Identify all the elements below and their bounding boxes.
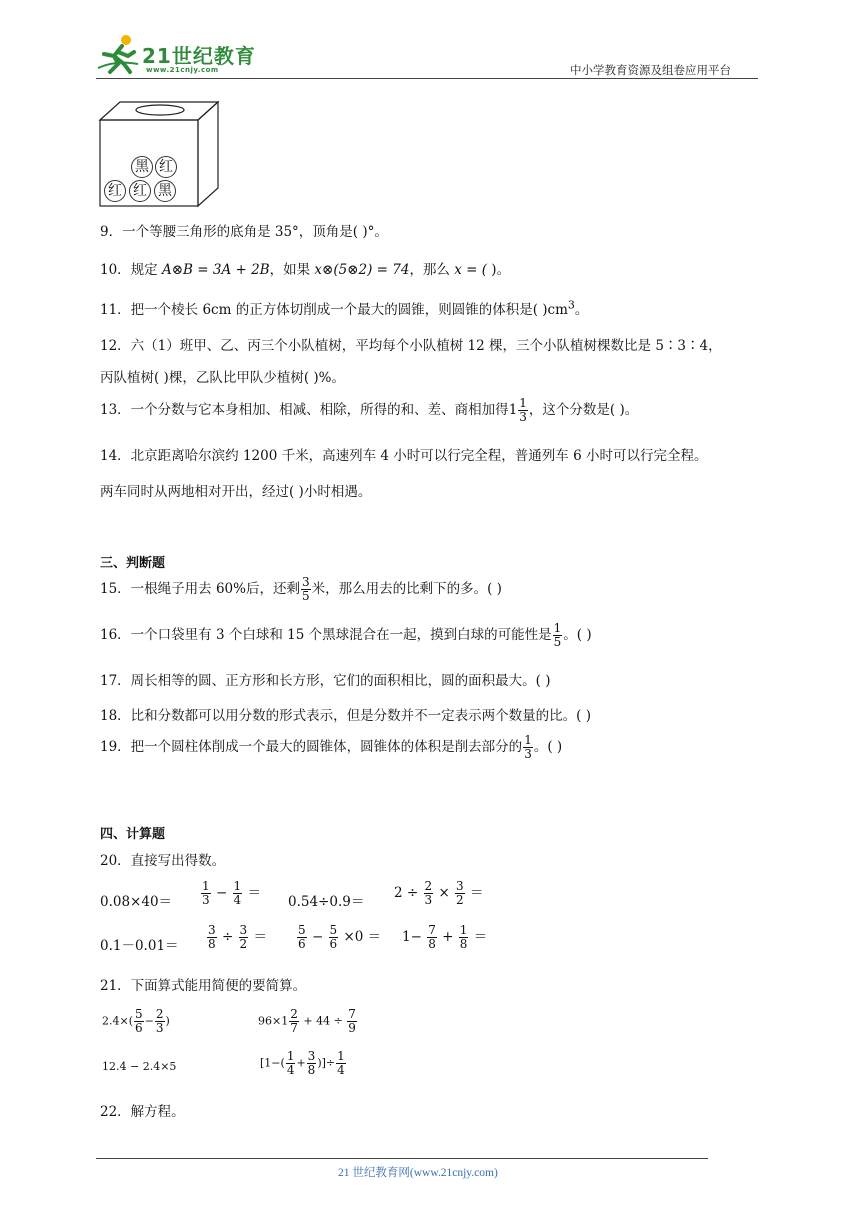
operator: +: [296, 1056, 306, 1070]
frac-den: 3: [155, 1021, 164, 1035]
expr-lead: [1−(: [260, 1056, 285, 1070]
ball-red-bottom-mid: 红: [129, 180, 151, 202]
expr-lead: 2.4×(: [102, 1014, 134, 1028]
frac-num: 7: [428, 923, 436, 937]
calc-20-6: [206, 924, 267, 951]
question-14-line1: 14．北京距离哈尔滨约 1200 千米，高速列车 4 小时可以行完全程，普通列车 6 小时可以行完全程。: [100, 448, 708, 464]
question-17: 17．周长相等的圆、正方形和长方形，它们的面积相比，圆的面积最大。( ): [100, 673, 551, 689]
frac-num: 3: [239, 923, 248, 937]
calc-21-3: 12.4 − 2.4×5: [102, 1060, 177, 1073]
q13-den: 3: [519, 410, 527, 424]
frac-num: 1: [459, 923, 468, 937]
q16-num: 1: [553, 621, 562, 635]
expr-lead: 2 ÷: [394, 885, 419, 901]
frac-num: 1: [202, 879, 210, 893]
q10-answer-blank: )。: [487, 262, 511, 278]
frac-den: 6: [135, 1021, 143, 1035]
frac-num: 1: [286, 1049, 295, 1063]
section-judgement-title: 三、判断题: [100, 556, 166, 571]
question-20: 20．直接写出得数。: [100, 853, 226, 869]
equals: ＝: [473, 929, 488, 945]
ball-red-top: 红: [155, 156, 177, 178]
question-13: [100, 397, 638, 424]
header-divider: [96, 78, 758, 79]
calc-21-1: [102, 1008, 170, 1035]
q11-unit-exp: 3: [567, 298, 575, 312]
frac-den: 2: [456, 893, 464, 907]
frac-den: 3: [202, 893, 210, 907]
frac-num: 5: [298, 923, 306, 937]
platform-name: 中小学教育资源及组卷应用平台: [570, 63, 731, 77]
footer-link[interactable]: 21 世纪教育网(www.21cnjy.com): [338, 1167, 498, 1179]
q13-mixed-number: [509, 397, 529, 424]
q13-suffix: ，这个分数是( )。: [528, 402, 639, 418]
frac-num: 1: [233, 879, 242, 893]
equals: ＝: [247, 885, 261, 901]
expr-tail: ): [165, 1014, 170, 1028]
question-14-line2: 两车同时从两地相对开出，经过( )小时相遇。: [100, 484, 372, 500]
operator: ÷: [221, 929, 234, 945]
frac-den: 4: [337, 1063, 345, 1077]
q19-suffix: 。( ): [533, 739, 563, 755]
operator: +: [442, 929, 454, 945]
section-calculation-title: 四、计算题: [100, 827, 166, 842]
q10-equation: x⊗(5⊗2) = 74: [314, 262, 410, 278]
runner-logo-icon: [96, 34, 140, 74]
logo-url: www.21cnjy.com: [146, 66, 219, 74]
frac-den: 3: [424, 893, 433, 907]
logo-title: 21世纪教育: [142, 44, 256, 68]
question-19: [100, 734, 562, 761]
q13-prefix: 13．一个分数与它本身相加、相减、相除，所得的和、差、商相加得: [100, 402, 509, 418]
q11-end: 。: [574, 302, 589, 318]
expr-lead: 1−: [402, 929, 422, 945]
frac-num: 2: [155, 1007, 164, 1021]
frac-num: 2: [290, 1007, 298, 1021]
equals: ＝: [469, 885, 484, 901]
q16-prefix: 16．一个口袋里有 3 个白球和 15 个黑球混合在一起，摸到白球的可能性是: [100, 627, 552, 643]
q19-den: 3: [524, 747, 532, 761]
ball-black-bottom-right: 黑: [154, 180, 176, 202]
q11-text: 11．把一个棱长 6cm 的正方体切削成一个最大的圆锥，则圆锥的体积是( ): [100, 302, 548, 318]
expr-mid: + 44 ÷: [303, 1014, 343, 1028]
q10-mid: ，如果: [269, 262, 315, 278]
q16-den: 5: [553, 635, 562, 649]
q15-num: 3: [301, 575, 310, 589]
frac-num: 2: [424, 879, 433, 893]
question-22: 22．解方程。: [100, 1104, 185, 1120]
frac-den: 8: [459, 937, 468, 951]
footer-divider: [96, 1158, 708, 1159]
frac-den: 9: [348, 1021, 356, 1035]
expr-tail: ×0 ＝: [343, 929, 382, 945]
q10-prefix: 10．规定: [100, 262, 162, 278]
frac-num: 5: [135, 1007, 143, 1021]
q16-suffix: 。( ): [563, 627, 592, 643]
question-15: [100, 576, 502, 603]
frac-den: 8: [428, 937, 436, 951]
q13-whole: 1: [508, 402, 518, 418]
operator: −: [144, 1014, 154, 1028]
frac-den: 8: [307, 1063, 316, 1077]
question-21: 21．下面算式能用简便的要简算。: [100, 978, 307, 994]
ball-red-bottom-left: 红: [104, 180, 126, 202]
frac-num: 7: [348, 1007, 356, 1021]
frac-den: 7: [290, 1021, 298, 1035]
calc-20-8: [402, 924, 487, 951]
frac-den: 2: [239, 937, 248, 951]
q11-unit: cm: [547, 302, 568, 318]
operator: −: [311, 929, 324, 945]
frac-num: 3: [307, 1049, 316, 1063]
operator: ×: [438, 885, 450, 901]
q19-num: 1: [524, 733, 532, 747]
q10-post: ，那么: [409, 262, 455, 278]
ball-black-top: 黑: [131, 156, 153, 178]
q10-x: x = (: [454, 262, 488, 278]
frac-num: 5: [329, 923, 338, 937]
calc-21-4: [260, 1050, 347, 1077]
calc-21-2: [258, 1008, 358, 1035]
q15-suffix: 米，那么用去的比剩下的多。( ): [311, 581, 502, 597]
q10-definition: A⊗B = 3A + 2B: [161, 262, 270, 278]
question-10: [100, 258, 510, 278]
calc-20-7: [296, 924, 381, 951]
equals: ＝: [253, 929, 267, 945]
question-18: 18．比和分数都可以用分数的形式表示，但是分数并不一定表示两个数量的比。( ): [100, 708, 592, 724]
q15-den: 5: [301, 589, 310, 603]
question-12-line1: 12．六（1）班甲、乙、丙三个小队植树，平均每个小队植树 12 棵，三个小队植树棵数比是 5∶3∶4，: [100, 338, 722, 354]
expr-lead: 96×1: [258, 1014, 289, 1028]
expr-mid: )]÷: [317, 1056, 336, 1070]
frac-den: 6: [298, 937, 306, 951]
question-9: 9．一个等腰三角形的底角是 35°，顶角是( )°。: [100, 224, 388, 240]
question-16: [100, 622, 592, 649]
frac-den: 8: [208, 937, 216, 951]
frac-den: 4: [233, 893, 242, 907]
frac-num: 3: [208, 923, 216, 937]
calc-20-3: 0.54÷0.9＝: [288, 894, 365, 910]
question-11: [100, 298, 588, 318]
q15-prefix: 15．一根绳子用去 60%后，还剩: [100, 581, 300, 597]
q13-num: 1: [519, 396, 527, 410]
calc-20-5: 0.1－0.01＝: [100, 938, 179, 954]
frac-num: 1: [337, 1049, 345, 1063]
calc-20-4: [394, 880, 483, 907]
frac-num: 3: [456, 879, 464, 893]
question-12-line2: 丙队植树( )棵，乙队比甲队少植树( )%。: [100, 370, 345, 386]
q19-prefix: 19．把一个圆柱体削成一个最大的圆锥体，圆锥体的体积是削去部分的: [100, 739, 523, 755]
frac-den: 4: [286, 1063, 295, 1077]
calc-20-2: [200, 880, 261, 907]
operator: −: [215, 885, 228, 901]
frac-den: 6: [329, 937, 338, 951]
calc-20-1: 0.08×40＝: [100, 894, 173, 910]
